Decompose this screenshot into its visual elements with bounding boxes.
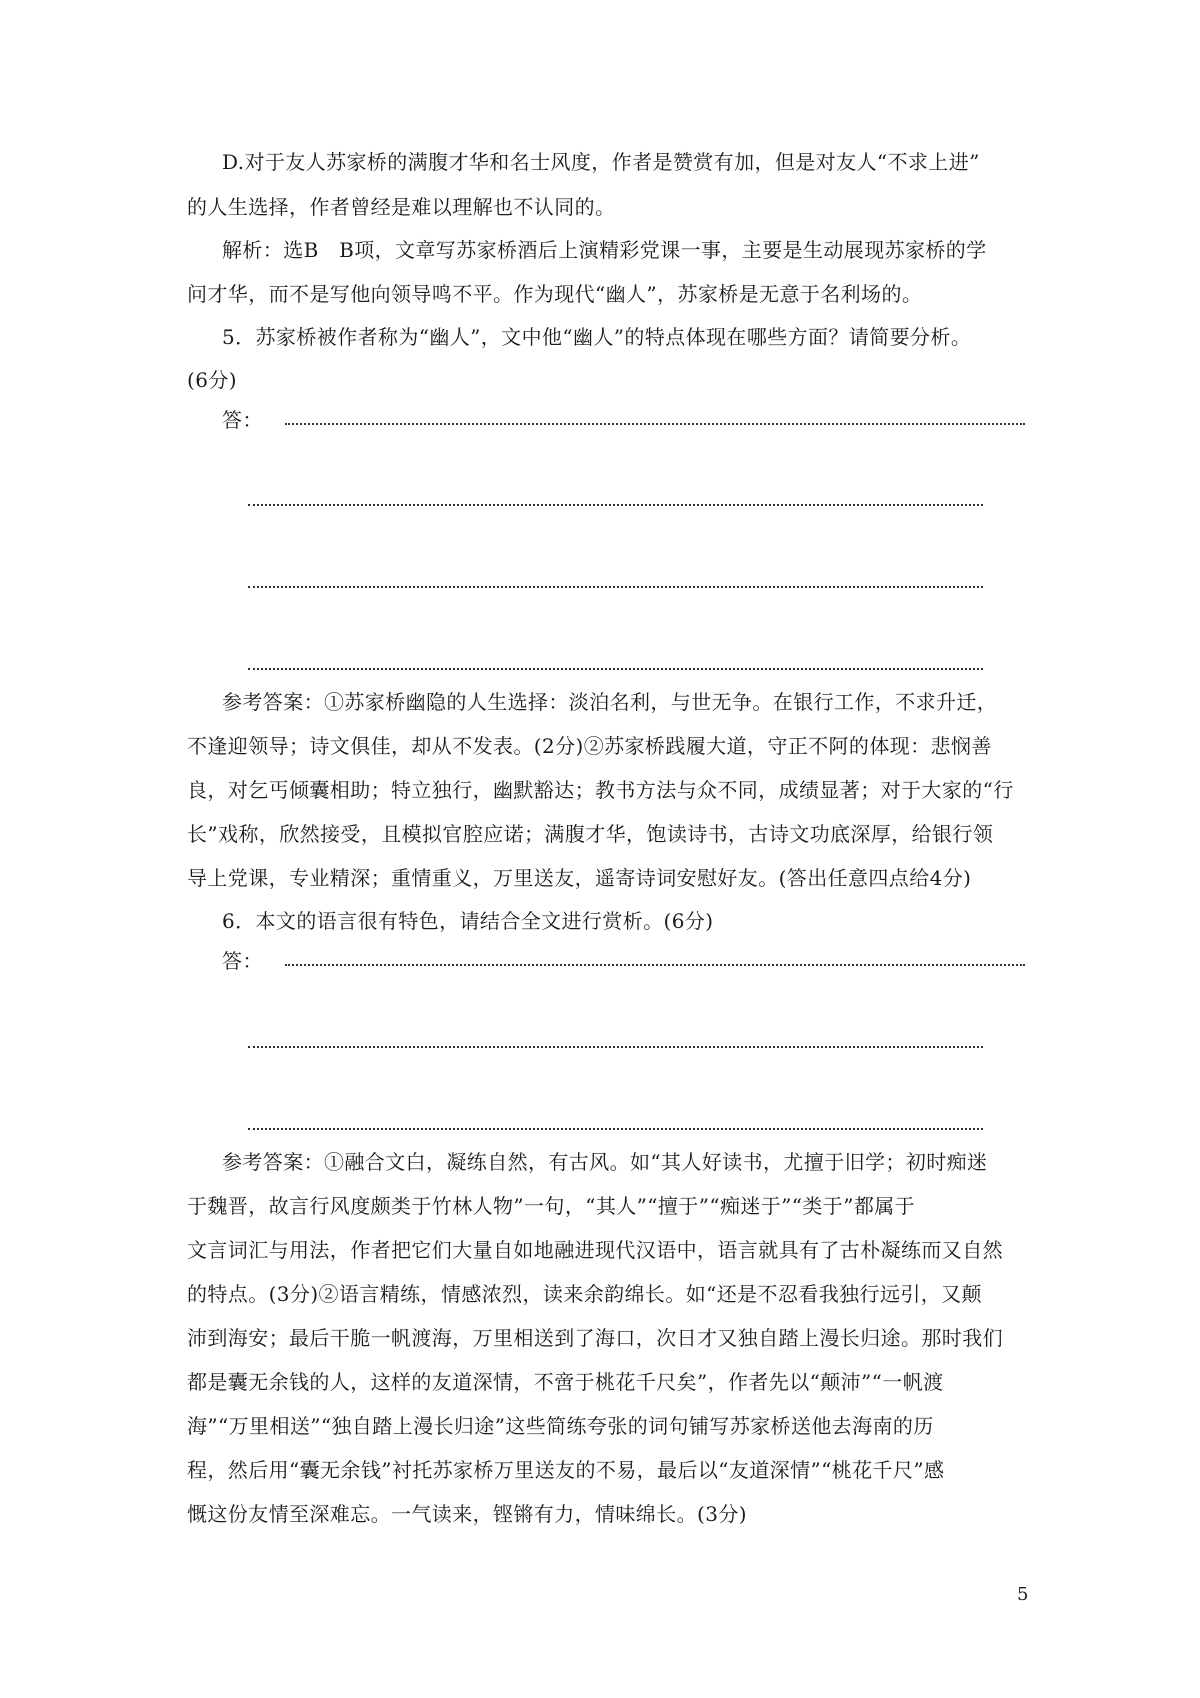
ref-answer-5-line-4: 长”戏称，欣然接受，且模拟官腔应诺；满腹才华，饱读诗书，古诗文功底深厚，给银行领 xyxy=(187,822,994,846)
ref-answer-5-line-5: 导上党课，专业精深；重情重义，万里送友，遥寄诗词安慰好友。(答出任意四点给4分) xyxy=(187,866,972,890)
answer-line-q5-4 xyxy=(248,668,983,670)
answer-line-q6-3 xyxy=(248,1128,983,1130)
analysis-line-2: 问才华，而不是写他向领导鸣不平。作为现代“幽人”，苏家桥是无意于名利场的。 xyxy=(187,282,923,306)
ref-answer-6-line-9: 慨这份友情至深难忘。一气读来，铿锵有力，情味绵长。(3分) xyxy=(187,1502,747,1526)
question-5-line-1: 5．苏家桥被作者称为“幽人”，文中他“幽人”的特点体现在哪些方面？请简要分析。 xyxy=(222,325,972,349)
ref-answer-6-line-5: 沛到海安；最后干脆一帆渡海，万里相送到了海口，次日才又独自踏上漫长归途。那时我们 xyxy=(187,1326,1003,1350)
analysis-line-1: 解析：选B B项，文章写苏家桥酒后上演精彩党课一事，主要是生动展现苏家桥的学 xyxy=(222,238,987,262)
answer-label-q6: 答： xyxy=(222,949,263,973)
option-d-line-1: D.对于友人苏家桥的满腹才华和名士风度，作者是赞赏有加，但是对友人“不求上进” xyxy=(222,150,980,174)
ref-answer-6-line-2: 于魏晋，故言行风度颇类于竹林人物”一句，“其人”“擅于”“痴迷于”“类于”都属于 xyxy=(187,1194,916,1218)
page-number: 5 xyxy=(1017,1584,1029,1605)
ref-answer-6-line-8: 程，然后用“囊无余钱”衬托苏家桥万里送友的不易，最后以“友道深情”“桃花千尺”感 xyxy=(187,1458,945,1482)
answer-line-q6-2 xyxy=(248,1046,983,1048)
answer-line-q5-3 xyxy=(248,586,983,588)
ref-answer-6-line-4: 的特点。(3分)②语言精练，情感浓烈，读来余韵绵长。如“还是不忍看我独行远引，又颠 xyxy=(187,1282,982,1306)
answer-label-q5: 答： xyxy=(222,408,263,432)
answer-line-q5-2 xyxy=(248,504,983,506)
ref-answer-6-line-6: 都是囊无余钱的人，这样的友道深情，不啻于桃花千尺矣”，作者先以“颠沛”“一帆渡 xyxy=(187,1370,944,1394)
ref-answer-6-line-3: 文言词汇与用法，作者把它们大量自如地融进现代汉语中，语言就具有了古朴凝练而又自然 xyxy=(187,1238,1003,1262)
question-5-points: (6分) xyxy=(187,368,237,392)
ref-answer-5-line-1: 参考答案：①苏家桥幽隐的人生选择：淡泊名利，与世无争。在银行工作，不求升迁， xyxy=(222,690,998,714)
answer-line-q5-1 xyxy=(285,423,1025,425)
ref-answer-6-line-1: 参考答案：①融合文白，凝练自然，有古风。如“其人好读书，尤擅于旧学；初时痴迷 xyxy=(222,1150,988,1174)
option-d-line-2: 的人生选择，作者曾经是难以理解也不认同的。 xyxy=(187,195,616,219)
question-6: 6．本文的语言很有特色，请结合全文进行赏析。(6分) xyxy=(222,909,714,933)
ref-answer-5-line-2: 不逢迎领导；诗文俱佳，却从不发表。(2分)②苏家桥践履大道，守正不阿的体现：悲悯善 xyxy=(187,734,992,758)
ref-answer-6-line-7: 海”“万里相送”“独自踏上漫长归途”这些简练夸张的词句铺写苏家桥送他去海南的历 xyxy=(187,1414,934,1438)
ref-answer-5-line-3: 良，对乞丐倾囊相助；特立独行，幽默豁达；教书方法与众不同，成绩显著；对于大家的“行 xyxy=(187,778,1014,802)
answer-line-q6-1 xyxy=(285,964,1025,966)
